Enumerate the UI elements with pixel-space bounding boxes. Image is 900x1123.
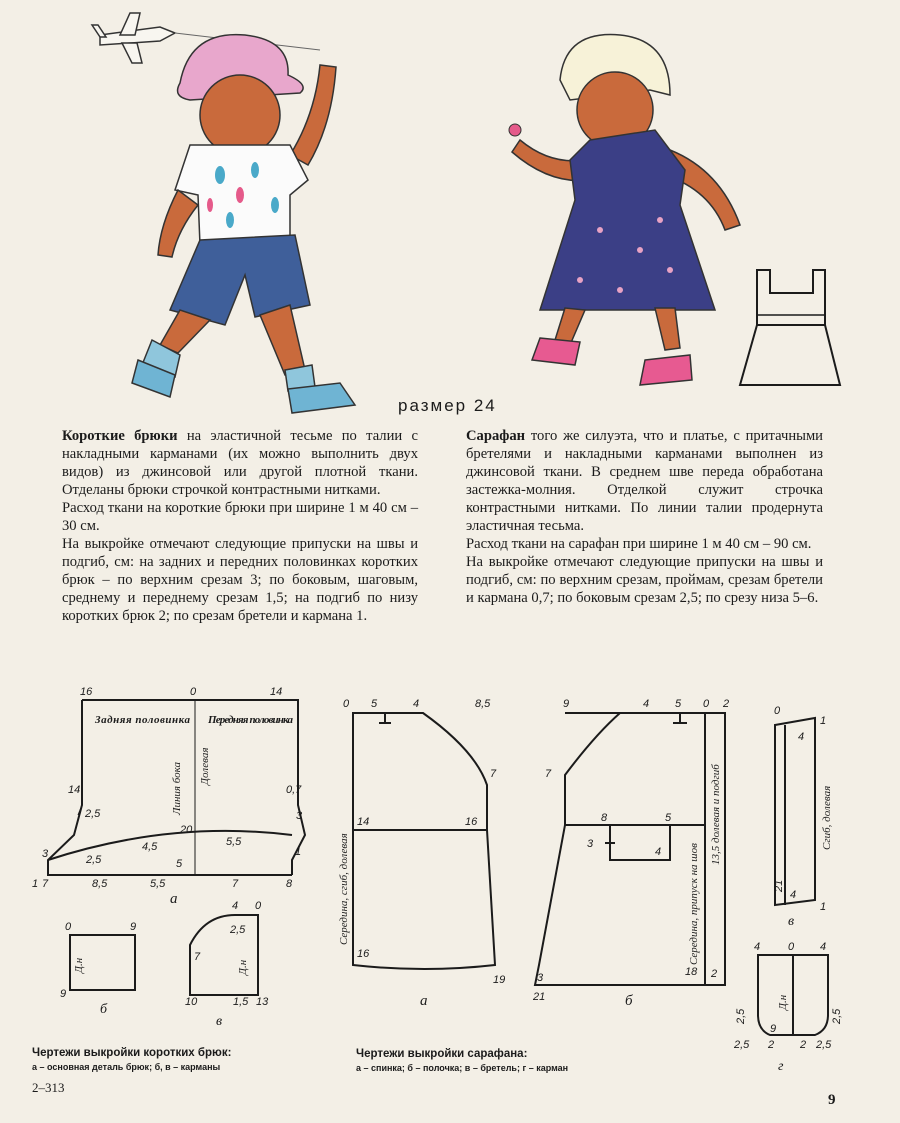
- draft-label: 16: [80, 686, 93, 698]
- draft-label: 0,7: [286, 784, 302, 796]
- draft-label: 2,5: [735, 1008, 747, 1024]
- draft-label: 3: [537, 972, 544, 984]
- caption-shorts-title: Чертежи выкройки коротких брюк:: [32, 1047, 232, 1059]
- draft-label: 0: [255, 900, 262, 912]
- draft-label: 0: [788, 941, 795, 953]
- draft-label: 0: [703, 698, 710, 710]
- draft-label: 9: [770, 1023, 777, 1035]
- sarafan-desc-p2: Расход ткани на сарафан при ширине 1 м 40 см – 90 см.: [466, 536, 812, 552]
- draft-label: Д.н: [237, 959, 249, 975]
- draft-label: 1,5: [233, 996, 249, 1008]
- draft-label: в: [788, 914, 795, 929]
- draft-label: 2: [711, 968, 718, 980]
- sarafan-back-draft: [335, 695, 510, 1015]
- draft-label: 0: [774, 705, 781, 717]
- draft-label: 20: [180, 824, 193, 836]
- draft-label: б: [625, 993, 633, 1009]
- draft-label: Долевая: [199, 747, 211, 785]
- draft-label: 4: [655, 846, 662, 858]
- draft-label: 2: [723, 698, 730, 710]
- draft-label: Задняя половинка: [95, 714, 190, 726]
- draft-label: 4: [754, 941, 761, 953]
- draft-label: 1: [32, 878, 39, 890]
- draft-label: 0: [343, 698, 350, 710]
- illustration-boy-in-shorts: [40, 5, 410, 425]
- illustration-girl-in-sarafan: [470, 20, 770, 400]
- illustration-sarafan-sketch: [735, 265, 845, 395]
- draft-label: 2,5: [230, 924, 246, 936]
- draft-label: 4: [820, 941, 827, 953]
- sarafan-pocket-draft: [730, 940, 850, 1075]
- draft-label: Д.н: [73, 957, 85, 973]
- draft-label: 21: [773, 879, 785, 892]
- sarafan-desc-p1: того же силуэта, что и платье, с притачными бретелями и накладными карманами выполнен из джинсовой ткани. В среднем шве переда обработана застежка-молния. Отделкой служит строчка контрастными нитками. По линии талии продернута эластичная тесьма.: [466, 428, 823, 534]
- draft-label: 0: [190, 686, 197, 698]
- draft-label: 2,5: [816, 1039, 832, 1051]
- draft-label: 5,5: [226, 836, 242, 848]
- draft-label: 21: [533, 991, 546, 1003]
- caption-sarafan: [356, 1048, 568, 1073]
- sarafan-description: [466, 427, 823, 607]
- draft-label: г: [778, 1059, 784, 1074]
- shorts-desc-p3: На выкройке отмечают следующие припуски на швы и подгиб, см: на задних и передних половинках коротких брюк – по верхним срезам 3; по боковым, шаговым, среднему и переднему срезам 1,5; на подгиб по низу коротких брюк 2; по срезам бретели и кармана 1.: [62, 536, 418, 624]
- draft-label: 5: [675, 698, 682, 710]
- draft-label: 13: [256, 996, 269, 1008]
- draft-label: а: [170, 891, 178, 907]
- draft-label: Середина, сгиб, долевая: [338, 833, 350, 945]
- draft-label: 7: [490, 768, 497, 780]
- draft-label: 10: [185, 996, 198, 1008]
- draft-label: Д.н: [777, 994, 789, 1010]
- draft-label: 19: [493, 974, 506, 986]
- draft-label: 7: [545, 768, 552, 780]
- shorts-title: Короткие брюки: [62, 428, 178, 444]
- draft-label: 9: [130, 921, 137, 933]
- caption-sarafan-sub: а – спинка; б – полочка; в – бретель; г – карман: [356, 1063, 569, 1073]
- draft-label: 16: [357, 948, 370, 960]
- draft-label: в: [216, 1014, 223, 1025]
- draft-label: 0: [65, 921, 72, 933]
- draft-label: 8: [601, 812, 608, 824]
- draft-label: 18: [685, 966, 698, 978]
- draft-label: 4: [413, 698, 420, 710]
- draft-label: 3: [296, 810, 303, 822]
- shorts-desc-p2: Расход ткани на короткие брюки при ширине 1 м 40 см – 30 см.: [62, 500, 418, 534]
- draft-label: б: [100, 1002, 108, 1017]
- shorts-description: [62, 427, 418, 625]
- sarafan-desc-p3: На выкройке отмечают следующие припуски на швы и подгиб, см: по верхним срезам, проймам, срезам бретели и кармана 0,7; по боковым срезам 2,5; по срезу низа 5–6.: [466, 554, 823, 606]
- draft-label: 8,5: [92, 878, 108, 890]
- draft-label: 2,5: [734, 1039, 750, 1051]
- draft-label: 4: [798, 731, 805, 743]
- draft-label: 7: [42, 878, 49, 890]
- size-label: размер 24: [398, 396, 497, 415]
- draft-label: 9: [60, 988, 67, 1000]
- draft-label: Сгиб, долевая: [821, 785, 833, 850]
- draft-label: 16: [465, 816, 478, 828]
- draft-label: 5: [176, 858, 183, 870]
- draft-label: Передняя половинка: [208, 714, 293, 726]
- draft-label: 3: [42, 848, 49, 860]
- page-number: 9: [828, 1092, 836, 1108]
- shorts-desc-p1: на эластичной тесьме по талии с накладными карманами (их можно выполнить двух видов) из джинсовой или другой плотной ткани. Отделаны брюки строчкой контрастными нитками.: [62, 428, 418, 498]
- draft-label: 4: [790, 889, 797, 901]
- draft-label: 4,5: [142, 841, 158, 853]
- draft-label: 5,5: [150, 878, 166, 890]
- draft-label: 8,5: [475, 698, 491, 710]
- draft-label: а: [420, 993, 428, 1009]
- draft-label: 5: [665, 812, 672, 824]
- draft-label: 3: [587, 838, 594, 850]
- draft-label: 2,5: [86, 854, 102, 866]
- draft-label: 2,5: [831, 1008, 843, 1024]
- footer-code: 2–313: [32, 1080, 65, 1095]
- draft-label: 4: [232, 900, 239, 912]
- caption-sarafan-title: Чертежи выкройки сарафана:: [356, 1048, 528, 1060]
- draft-label: 2: [768, 1039, 775, 1051]
- draft-label: 9: [563, 698, 570, 710]
- draft-label: 5: [371, 698, 378, 710]
- sarafan-title: Сарафан: [466, 428, 526, 444]
- draft-label: 1: [820, 901, 827, 913]
- shorts-pattern-draft: [30, 685, 320, 1025]
- sarafan-strap-draft: [760, 700, 840, 940]
- draft-label: 2: [800, 1039, 807, 1051]
- draft-label: Линия бока: [171, 761, 183, 815]
- sarafan-front-draft: [525, 695, 740, 1015]
- draft-label: 8: [286, 878, 293, 890]
- draft-label: 1: [820, 715, 827, 727]
- draft-label: 4: [643, 698, 650, 710]
- draft-label: 7: [232, 878, 239, 890]
- draft-label: 7: [194, 951, 201, 963]
- caption-shorts-sub: а – основная деталь брюк; б, в – карманы: [32, 1062, 221, 1072]
- draft-label: Середина, припуск на шов: [688, 843, 700, 965]
- draft-label: 14: [68, 784, 81, 796]
- draft-label: 14: [357, 816, 370, 828]
- draft-label: 13,5 долевая и подгиб: [710, 764, 722, 865]
- draft-label: 1: [295, 846, 302, 858]
- draft-label: 2,5: [85, 808, 101, 820]
- draft-label: 14: [270, 686, 283, 698]
- caption-shorts: [32, 1047, 231, 1072]
